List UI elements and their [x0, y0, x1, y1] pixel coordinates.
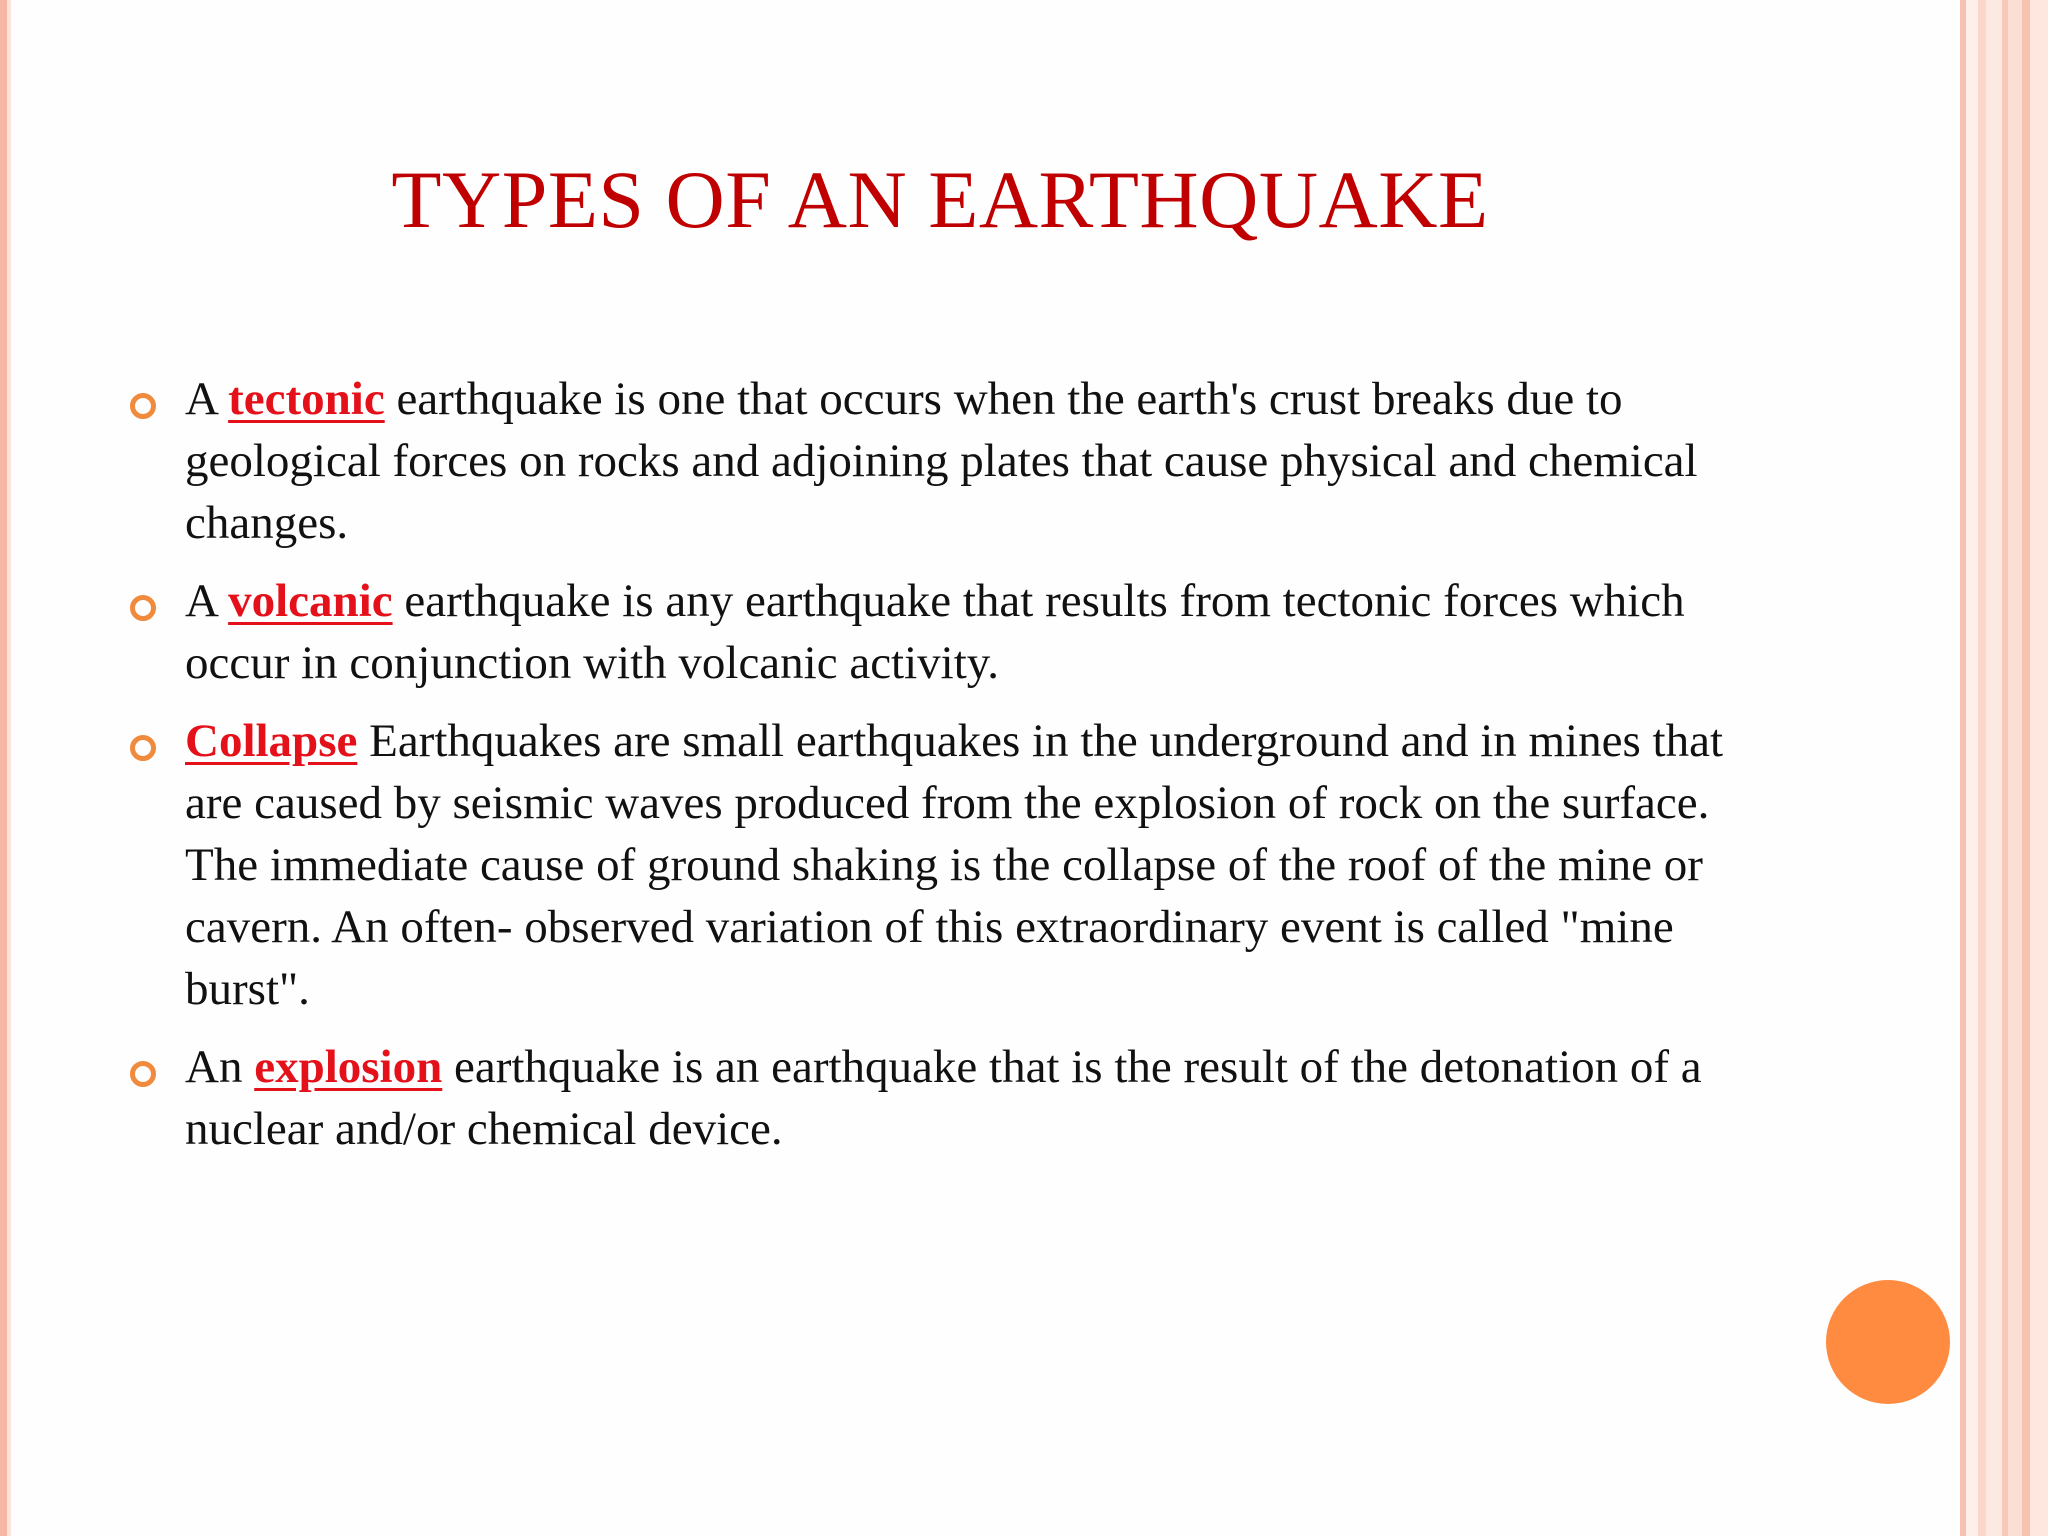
bullet-prefix: A: [185, 575, 229, 627]
bullet-prefix: A: [185, 373, 229, 425]
bullet-text: earthquake is any earthquake that results from tectonic forces which occur in conjunction with volcanic activity.: [185, 575, 1685, 689]
bullet-text: earthquake is an earthquake that is the result of the detonation of a nuclear and/or chemical device.: [185, 1041, 1702, 1155]
bullet-prefix: An: [185, 1041, 255, 1093]
circle-bullet-icon: [130, 1061, 156, 1087]
keyword-link-tectonic[interactable]: tectonic: [228, 373, 385, 425]
bullet-list: [130, 368, 1770, 1176]
circle-bullet-icon: [130, 735, 156, 761]
bullet-item-collapse: [130, 710, 1770, 1020]
right-decorative-stripes: [1960, 0, 2048, 1536]
bullet-text: Earthquakes are small earthquakes in the underground and in mines that are caused by seismic waves produced from the explosion of rock on the surface. The immediate cause of ground shaking is the collapse of the roof of the mine or cavern. An often- observed variation of this extraordinary event is called "mine burst".: [185, 715, 1723, 1015]
bullet-item-tectonic: [130, 368, 1770, 554]
keyword-link-volcanic[interactable]: volcanic: [228, 575, 393, 627]
circle-bullet-icon: [130, 595, 156, 621]
orange-circle-decoration: [1826, 1280, 1950, 1404]
keyword-link-collapse[interactable]: Collapse: [185, 715, 358, 767]
left-border-stripe: [0, 0, 11, 1536]
bullet-item-explosion: [130, 1036, 1770, 1160]
slide-title: TYPES OF AN EARTHQUAKE: [391, 154, 1489, 245]
bullet-item-volcanic: [130, 570, 1770, 694]
bullet-text: earthquake is one that occurs when the earth's crust breaks due to geological forces on rocks and adjoining plates that cause physical and chemical changes.: [185, 373, 1698, 549]
keyword-link-explosion[interactable]: explosion: [254, 1041, 443, 1093]
circle-bullet-icon: [130, 393, 156, 419]
